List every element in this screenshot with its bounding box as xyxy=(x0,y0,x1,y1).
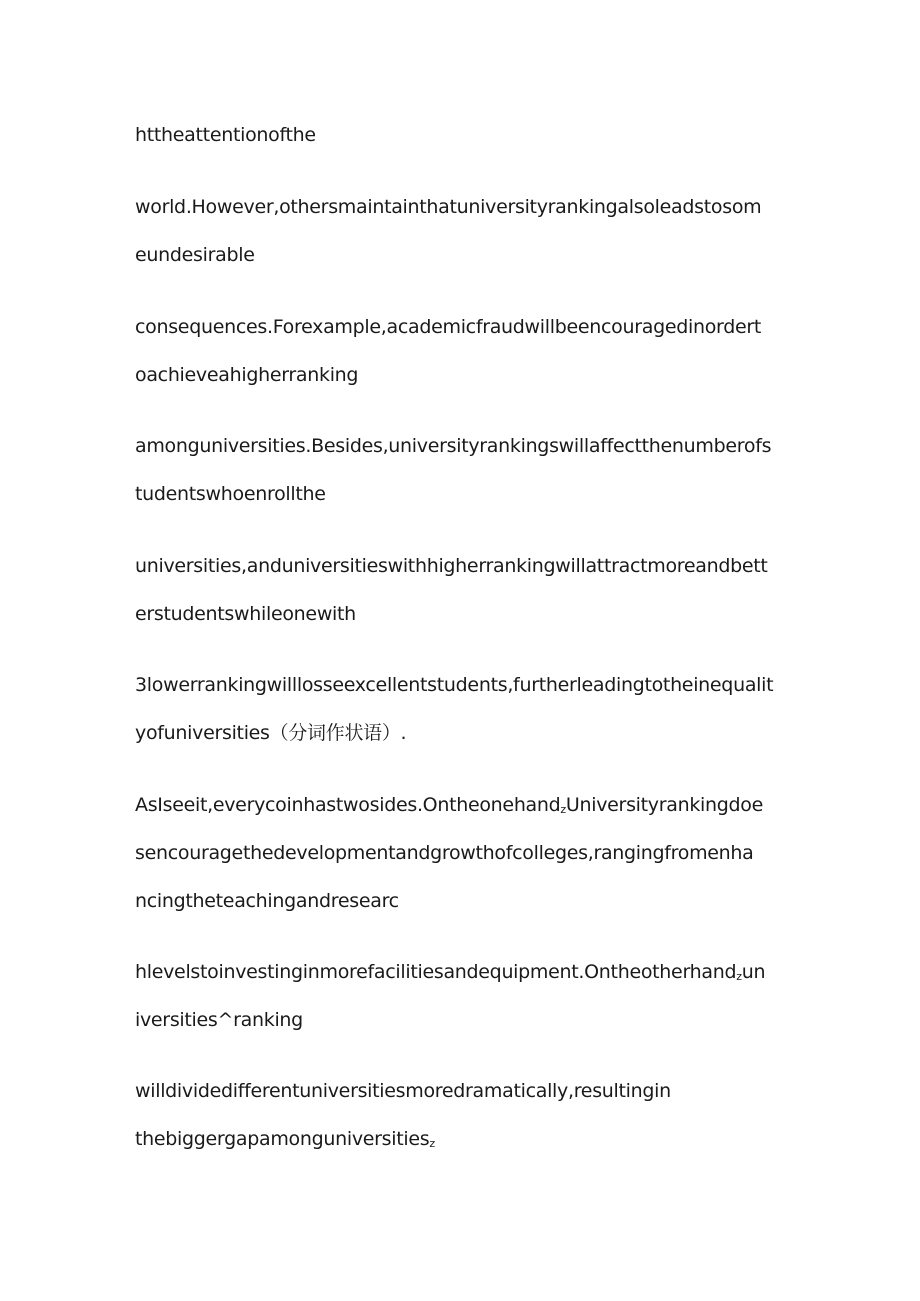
line-text: iversities^ranking xyxy=(135,1009,303,1031)
text-line xyxy=(135,431,771,461)
line-text: thebiggergapamonguniversities xyxy=(135,1128,430,1150)
text-line xyxy=(135,886,399,916)
text-line xyxy=(135,838,754,868)
line-text: willdividedifferentuniversitiesmoredramatically,resultingin xyxy=(135,1080,671,1102)
text-line xyxy=(135,1124,435,1154)
line-text: ncingtheteachingandresearc xyxy=(135,890,399,912)
line-text: yofuniversities（分词作状语）. xyxy=(135,722,407,744)
line-text: sencouragethedevelopmentandgrowthofcolleges,rangingfromenha xyxy=(135,842,754,864)
text-line xyxy=(135,670,773,700)
text-line xyxy=(135,120,316,150)
text-line xyxy=(135,240,255,270)
line-text: AsIseeit,everycoinhastwosides.Ontheonehand xyxy=(135,794,561,816)
text-line xyxy=(135,360,358,390)
line-text: 3lowerrankingwilllosseexcellentstudents,furtherleadingtotheinequalit xyxy=(135,674,774,696)
line-text: amonguniversities.Besides,universityrankingswillaffectthenumberofs xyxy=(135,435,772,457)
text-line xyxy=(135,479,326,509)
line-text: un xyxy=(741,961,766,983)
text-line xyxy=(135,718,406,748)
line-text: erstudentswhileonewith xyxy=(135,603,356,625)
text-line xyxy=(135,551,768,581)
line-text: eundesirable xyxy=(135,244,255,266)
subscript-z: z xyxy=(560,803,566,816)
text-line xyxy=(135,192,761,222)
subscript-z: z xyxy=(429,1137,435,1150)
line-text: universities,anduniversitieswithhigherrankingwillattractmoreandbett xyxy=(135,555,768,577)
line-text: tudentswhoenrollthe xyxy=(135,483,326,505)
line-text: oachieveahigherranking xyxy=(135,364,359,386)
line-text: hlevelstoinvestinginmorefacilitiesandequipment.Ontheotherhand xyxy=(135,961,737,983)
line-text: Universityrankingdoe xyxy=(565,794,763,816)
text-line xyxy=(135,957,765,987)
text-line xyxy=(135,1005,303,1035)
text-line xyxy=(135,1076,671,1106)
line-text: httheattentionofthe xyxy=(135,124,316,146)
text-line xyxy=(135,599,356,629)
subscript-z: z xyxy=(736,970,742,983)
text-line xyxy=(135,312,761,342)
line-text: world.However,othersmaintainthatuniversityrankingalsoleadstosom xyxy=(135,196,762,218)
line-text: consequences.Forexample,academicfraudwillbeencouragedinordert xyxy=(135,316,762,338)
text-line xyxy=(135,790,763,820)
